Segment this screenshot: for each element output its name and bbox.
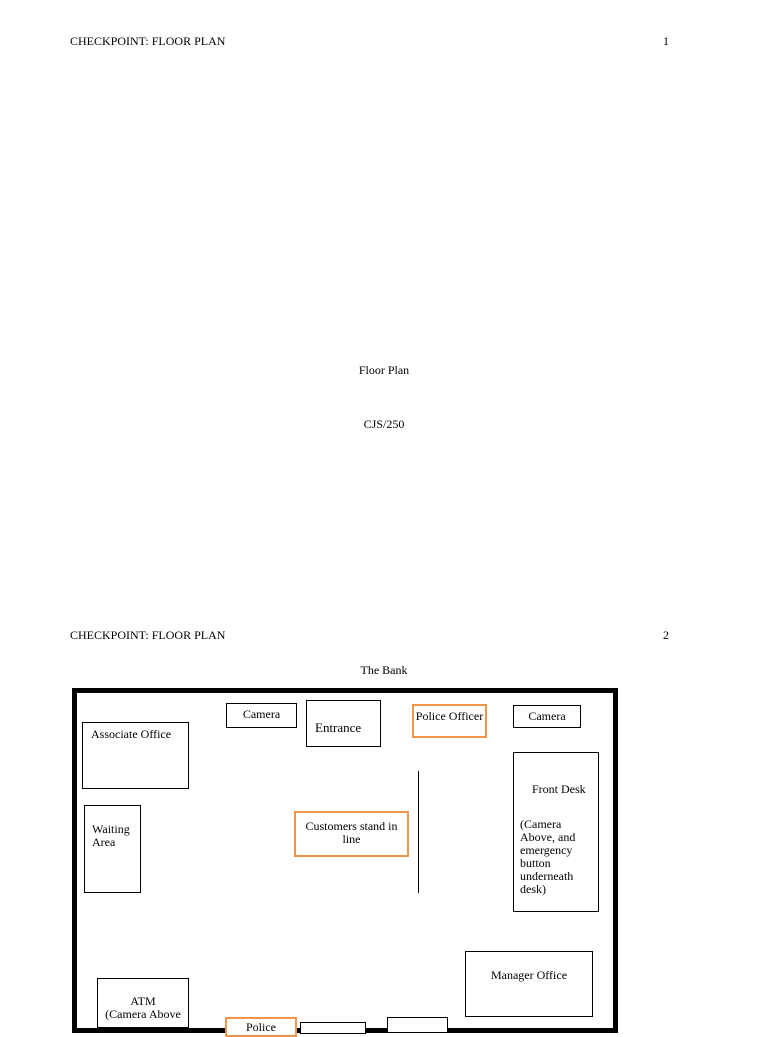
camera-top-right-label: Camera xyxy=(528,709,566,723)
course-code: CJS/250 xyxy=(363,417,405,431)
entrance-label: Entrance xyxy=(315,720,362,735)
police-officer-bottom xyxy=(225,1017,297,1037)
front-desk-note: (Camera Above, and emergency button underneath desk) xyxy=(520,817,576,896)
page-number-page2: 2 xyxy=(663,628,669,642)
waiting-area xyxy=(84,805,141,893)
customer-line-label: Customers stand in line xyxy=(305,819,398,846)
document-title: Floor Plan xyxy=(358,363,410,377)
atm-box xyxy=(97,978,189,1028)
running-head-page2: CHECKPOINT: FLOOR PLAN xyxy=(70,628,226,642)
police-officer-bottom-label: Police xyxy=(246,1020,276,1034)
camera-top-left xyxy=(226,703,297,728)
manager-office-label: Manager Office xyxy=(490,968,568,982)
running-head: CHECKPOINT: FLOOR PLAN xyxy=(70,34,226,48)
customer-line-area xyxy=(294,811,409,857)
associate-office xyxy=(82,722,189,789)
police-officer-top xyxy=(412,704,487,738)
queue-divider-line xyxy=(418,771,419,893)
atm-label: ATM xyxy=(130,994,156,1008)
police-officer-top-label: Police Officer xyxy=(415,709,484,723)
front-desk-label: Front Desk xyxy=(532,782,586,796)
associate-office-label: Associate Office xyxy=(91,727,172,741)
manager-office xyxy=(465,951,593,1017)
entrance-box xyxy=(306,700,381,747)
camera-top-left-label: Camera xyxy=(242,707,281,721)
camera-top-right xyxy=(513,705,581,728)
waiting-area-label: Waiting Area xyxy=(92,822,130,849)
page-number: 1 xyxy=(663,34,669,48)
bottom-box-2 xyxy=(387,1017,448,1033)
floorplan-title: The Bank xyxy=(360,663,408,677)
front-desk xyxy=(513,752,599,912)
atm-note: (Camera Above xyxy=(105,1007,181,1021)
